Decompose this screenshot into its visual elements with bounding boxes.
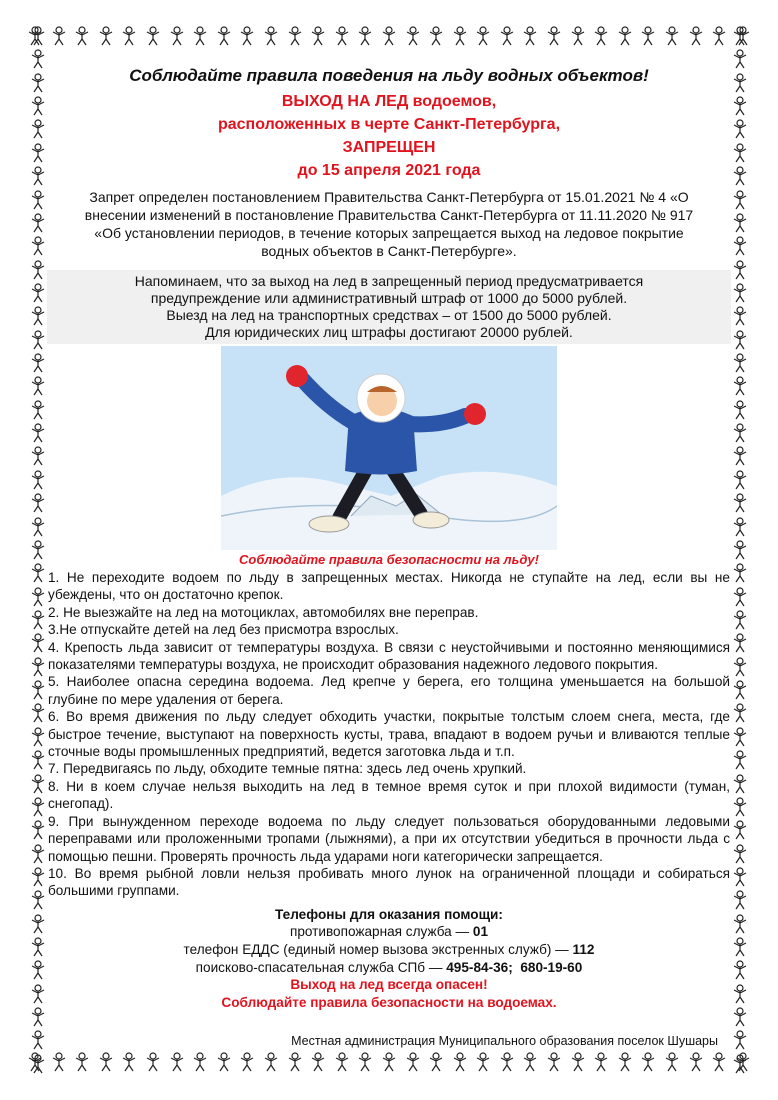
border-figure-icon bbox=[120, 1052, 138, 1072]
border-figure-icon bbox=[29, 937, 47, 957]
ban-line-3: ЗАПРЕЩЕН bbox=[342, 139, 436, 156]
border-figure-icon bbox=[29, 820, 47, 840]
phone-label: противопожарная служба — bbox=[289, 924, 470, 940]
fines-reminder bbox=[47, 270, 731, 344]
border-figure-icon bbox=[731, 190, 749, 210]
border-figure-icon bbox=[29, 166, 47, 186]
border-figure-icon bbox=[286, 1052, 304, 1072]
border-figure-icon bbox=[29, 470, 47, 490]
border-figure-icon bbox=[29, 143, 47, 163]
decree-line: «Об установлении периодов, в течение которых запрещается выход на ледовое покрытие bbox=[94, 225, 684, 241]
border-figure-icon bbox=[521, 1052, 539, 1072]
border-figure-icon bbox=[731, 657, 749, 677]
border-figure-icon bbox=[29, 517, 47, 537]
border-figure-icon bbox=[29, 1054, 47, 1074]
border-figure-icon bbox=[731, 353, 749, 373]
border-figure-icon bbox=[592, 26, 610, 46]
rule-item: 4. Крепость льда зависит от температуры воздуха. В связи с неустойчивыми и постоянно меняющимися показателями температуры воздуха, не происходит образования надежного ледового покрытия. bbox=[48, 639, 730, 673]
border-figure-icon bbox=[731, 563, 749, 583]
border-figure-icon bbox=[731, 49, 749, 69]
border-figure-icon bbox=[29, 213, 47, 233]
border-figure-icon bbox=[29, 283, 47, 303]
left-mitten bbox=[286, 365, 308, 387]
border-figure-icon bbox=[29, 376, 47, 396]
border-figure-icon bbox=[731, 400, 749, 420]
border-figure-icon bbox=[731, 330, 749, 350]
phone-label: телефон ЕДДС (единый номер вызова экстренных служб) — bbox=[183, 941, 569, 957]
rule-item: 7. Передвигаясь по льду, обходите темные пятна: здесь лед очень хрупкий. bbox=[48, 761, 527, 777]
border-figure-icon bbox=[29, 657, 47, 677]
border-figure-icon bbox=[73, 26, 91, 46]
border-left bbox=[26, 26, 50, 1074]
border-figure-icon bbox=[731, 960, 749, 980]
border-figure-icon bbox=[731, 797, 749, 817]
border-figure-icon bbox=[29, 26, 47, 46]
border-figure-icon bbox=[616, 26, 634, 46]
safety-rules bbox=[48, 569, 730, 900]
border-figure-icon bbox=[404, 26, 422, 46]
border-figure-icon bbox=[380, 26, 398, 46]
border-figure-icon bbox=[451, 1052, 469, 1072]
emergency-phones bbox=[52, 906, 726, 976]
border-figure-icon bbox=[592, 1052, 610, 1072]
decree-line: водных объектов в Санкт-Петербурге». bbox=[261, 243, 517, 259]
ban-line-4: до 15 апреля 2021 года bbox=[297, 162, 481, 179]
border-figure-icon bbox=[731, 119, 749, 139]
border-figure-icon bbox=[356, 26, 374, 46]
border-figure-icon bbox=[238, 1052, 256, 1072]
border-figure-icon bbox=[521, 26, 539, 46]
border-figure-icon bbox=[215, 1052, 233, 1072]
reminder-line: предупреждение или административный штраф от 1000 до 5000 рублей. bbox=[150, 290, 628, 306]
border-figure-icon bbox=[731, 423, 749, 443]
right-arm bbox=[409, 416, 465, 424]
border-figure-icon bbox=[731, 166, 749, 186]
border-figure-icon bbox=[731, 774, 749, 794]
border-figure-icon bbox=[29, 844, 47, 864]
decree-line: Запрет определен постановлением Правительства Санкт-Петербурга от 15.01.2021 № 4 «О bbox=[89, 189, 689, 205]
border-figure-icon bbox=[29, 890, 47, 910]
phone-number: 495-84-36; bbox=[446, 959, 513, 975]
border-figure-icon bbox=[404, 1052, 422, 1072]
safety-title: Соблюдайте правила безопасности на льду! bbox=[239, 552, 539, 567]
border-figure-icon bbox=[29, 330, 47, 350]
border-figure-icon bbox=[731, 984, 749, 1004]
border-figure-icon bbox=[144, 1052, 162, 1072]
border-figure-icon bbox=[731, 587, 749, 607]
border-figure-icon bbox=[687, 1052, 705, 1072]
border-figure-icon bbox=[731, 1054, 749, 1074]
border-figure-icon bbox=[29, 1007, 47, 1027]
phone-number: 01 bbox=[472, 924, 489, 940]
border-figure-icon bbox=[731, 446, 749, 466]
border-figure-icon bbox=[569, 1052, 587, 1072]
border-figure-icon bbox=[73, 1052, 91, 1072]
border-figure-icon bbox=[731, 703, 749, 723]
border-figure-icon bbox=[663, 26, 681, 46]
border-figure-icon bbox=[474, 1052, 492, 1072]
border-figure-icon bbox=[731, 1030, 749, 1050]
phone-fire bbox=[52, 923, 726, 941]
ban-line-2: расположенных в черте Санкт-Петербурга, bbox=[217, 116, 561, 133]
border-bottom bbox=[26, 1052, 752, 1076]
warning-always-dangerous: Выход на лед всегда опасен! bbox=[290, 977, 488, 993]
border-figure-icon bbox=[168, 1052, 186, 1072]
border-figure-icon bbox=[97, 26, 115, 46]
border-figure-icon bbox=[731, 517, 749, 537]
rule-item: 5. Наиболее опасна середина водоема. Лед крепче у берега, его толщина уменьшается на большой глубине по мере удаления от берега. bbox=[48, 674, 730, 707]
border-figure-icon bbox=[29, 353, 47, 373]
border-figure-icon bbox=[286, 26, 304, 46]
border-figure-icon bbox=[29, 960, 47, 980]
rule-item: 6. Во время движения по льду следует обходить участки, покрытые толстым слоем снега, места, где быстрое течение, выступают на поверхность кусты, трава, впадают в водоем ручьи и вливаются теплые сточные воды промышленных предприятий, ведется заготовка льда и т.п. bbox=[48, 709, 730, 760]
border-figure-icon bbox=[356, 1052, 374, 1072]
border-figure-icon bbox=[29, 633, 47, 653]
border-figure-icon bbox=[731, 890, 749, 910]
border-figure-icon bbox=[731, 610, 749, 630]
border-figure-icon bbox=[545, 1052, 563, 1072]
border-figure-icon bbox=[29, 563, 47, 583]
border-figure-icon bbox=[191, 1052, 209, 1072]
border-figure-icon bbox=[427, 26, 445, 46]
reminder-line: Напоминаем, что за выход на лед в запрещенный период предусматривается bbox=[134, 273, 644, 289]
border-figure-icon bbox=[50, 1052, 68, 1072]
border-figure-icon bbox=[731, 260, 749, 280]
border-figure-icon bbox=[168, 26, 186, 46]
border-figure-icon bbox=[731, 236, 749, 256]
border-figure-icon bbox=[731, 633, 749, 653]
border-figure-icon bbox=[29, 96, 47, 116]
rule-item: 3.Не отпускайте детей на лед без присмотра взрослых. bbox=[48, 622, 399, 638]
phone-label: поисково-спасательная служба СПб — bbox=[195, 959, 443, 975]
border-figure-icon bbox=[29, 680, 47, 700]
right-mitten bbox=[464, 403, 486, 425]
border-figure-icon bbox=[731, 844, 749, 864]
border-figure-icon bbox=[333, 26, 351, 46]
border-figure-icon bbox=[731, 96, 749, 116]
border-figure-icon bbox=[29, 774, 47, 794]
ban-heading bbox=[52, 90, 726, 182]
border-figure-icon bbox=[710, 26, 728, 46]
phones-header: Телефоны для оказания помощи: bbox=[275, 906, 503, 922]
border-figure-icon bbox=[29, 49, 47, 69]
border-figure-icon bbox=[309, 26, 327, 46]
left-boot bbox=[309, 516, 349, 532]
border-figure-icon bbox=[451, 26, 469, 46]
border-figure-icon bbox=[215, 26, 233, 46]
phone-edds bbox=[52, 941, 726, 959]
border-figure-icon bbox=[29, 306, 47, 326]
border-figure-icon bbox=[731, 1007, 749, 1027]
border-figure-icon bbox=[29, 797, 47, 817]
border-figure-icon bbox=[191, 26, 209, 46]
border-figure-icon bbox=[29, 236, 47, 256]
border-figure-icon bbox=[29, 610, 47, 630]
rule-item: 1. Не переходите водоем по льду в запрещенных местах. Никогда не ступайте на лед, если вы не убеждены, что он достаточно крепок. bbox=[48, 570, 730, 603]
border-figure-icon bbox=[639, 26, 657, 46]
border-figure-icon bbox=[731, 376, 749, 396]
border-figure-icon bbox=[29, 423, 47, 443]
border-figure-icon bbox=[731, 470, 749, 490]
border-figure-icon bbox=[262, 1052, 280, 1072]
phone-number: 112 bbox=[572, 941, 595, 957]
border-figure-icon bbox=[29, 727, 47, 747]
border-figure-icon bbox=[29, 867, 47, 887]
rule-item: 10. Во время рыбной ловли нельзя пробивать много лунок на ограниченной площади и собираться большими группами. bbox=[48, 865, 730, 899]
border-figure-icon bbox=[29, 119, 47, 139]
page-title: Соблюдайте правила поведения на льду водных объектов! bbox=[129, 66, 649, 85]
border-figure-icon bbox=[120, 26, 138, 46]
border-figure-icon bbox=[639, 1052, 657, 1072]
rule-item: 2. Не выезжайте на лед на мотоциклах, автомобилях вне переправ. bbox=[48, 604, 479, 620]
border-figure-icon bbox=[731, 727, 749, 747]
border-figure-icon bbox=[545, 26, 563, 46]
border-figure-icon bbox=[731, 73, 749, 93]
ban-line-1: ВЫХОД НА ЛЕД водоемов, bbox=[281, 93, 497, 110]
border-figure-icon bbox=[687, 26, 705, 46]
border-top bbox=[26, 26, 752, 50]
border-figure-icon bbox=[333, 1052, 351, 1072]
child-slipping-on-ice-illustration bbox=[221, 346, 557, 550]
border-figure-icon bbox=[731, 680, 749, 700]
border-right bbox=[728, 26, 752, 1074]
border-figure-icon bbox=[29, 446, 47, 466]
border-figure-icon bbox=[731, 306, 749, 326]
right-boot bbox=[413, 512, 449, 528]
border-figure-icon bbox=[710, 1052, 728, 1072]
reminder-line: Для юридических лиц штрафы достигают 20000 рублей. bbox=[205, 324, 573, 340]
border-figure-icon bbox=[50, 26, 68, 46]
border-figure-icon bbox=[731, 867, 749, 887]
border-figure-icon bbox=[731, 937, 749, 957]
footer-organization: Местная администрация Муниципального образования поселок Шушары bbox=[291, 1034, 718, 1048]
rule-item: 8. Ни в коем случае нельзя выходить на лед в темное время суток и при плохой видимости (туман, снегопад). bbox=[48, 778, 730, 812]
border-figure-icon bbox=[731, 750, 749, 770]
border-figure-icon bbox=[731, 143, 749, 163]
border-figure-icon bbox=[29, 400, 47, 420]
border-figure-icon bbox=[474, 26, 492, 46]
decree-text bbox=[52, 188, 726, 260]
notice-content bbox=[48, 60, 730, 1011]
border-figure-icon bbox=[498, 1052, 516, 1072]
border-figure-icon bbox=[29, 750, 47, 770]
border-figure-icon bbox=[29, 587, 47, 607]
border-figure-icon bbox=[616, 1052, 634, 1072]
border-figure-icon bbox=[731, 914, 749, 934]
border-figure-icon bbox=[731, 540, 749, 560]
border-figure-icon bbox=[731, 26, 749, 46]
border-figure-icon bbox=[29, 540, 47, 560]
border-figure-icon bbox=[569, 26, 587, 46]
phone-rescue bbox=[52, 959, 726, 977]
border-figure-icon bbox=[29, 984, 47, 1004]
border-figure-icon bbox=[29, 703, 47, 723]
border-figure-icon bbox=[309, 1052, 327, 1072]
border-figure-icon bbox=[29, 1030, 47, 1050]
border-figure-icon bbox=[663, 1052, 681, 1072]
decree-line: внесении изменений в постановление Правительства Санкт-Петербурга от 11.11.2020 № 917 bbox=[84, 207, 694, 223]
warning-follow-rules: Соблюдайте правила безопасности на водоемах. bbox=[221, 994, 557, 1010]
reminder-line: Выезд на лед на транспортных средствах – от 1500 до 5000 рублей. bbox=[166, 307, 612, 323]
border-figure-icon bbox=[262, 26, 280, 46]
border-figure-icon bbox=[29, 914, 47, 934]
border-figure-icon bbox=[731, 283, 749, 303]
border-figure-icon bbox=[144, 26, 162, 46]
rule-item: 9. При вынужденном переходе водоема по льду следует пользоваться оборудованными ледовыми переправами или проложенными тропами (лыжнями), а при их отсутствии убедиться в прочности льда с помощью пешни. Проверять прочность льда ударами ноги категорически запрещается. bbox=[48, 813, 730, 864]
border-figure-icon bbox=[731, 213, 749, 233]
border-figure-icon bbox=[29, 73, 47, 93]
border-figure-icon bbox=[380, 1052, 398, 1072]
border-figure-icon bbox=[29, 190, 47, 210]
border-figure-icon bbox=[29, 493, 47, 513]
border-figure-icon bbox=[427, 1052, 445, 1072]
border-figure-icon bbox=[29, 260, 47, 280]
phone-number: 680-19-60 bbox=[520, 959, 583, 975]
border-figure-icon bbox=[238, 26, 256, 46]
border-figure-icon bbox=[97, 1052, 115, 1072]
border-figure-icon bbox=[731, 820, 749, 840]
border-figure-icon bbox=[731, 493, 749, 513]
border-figure-icon bbox=[498, 26, 516, 46]
